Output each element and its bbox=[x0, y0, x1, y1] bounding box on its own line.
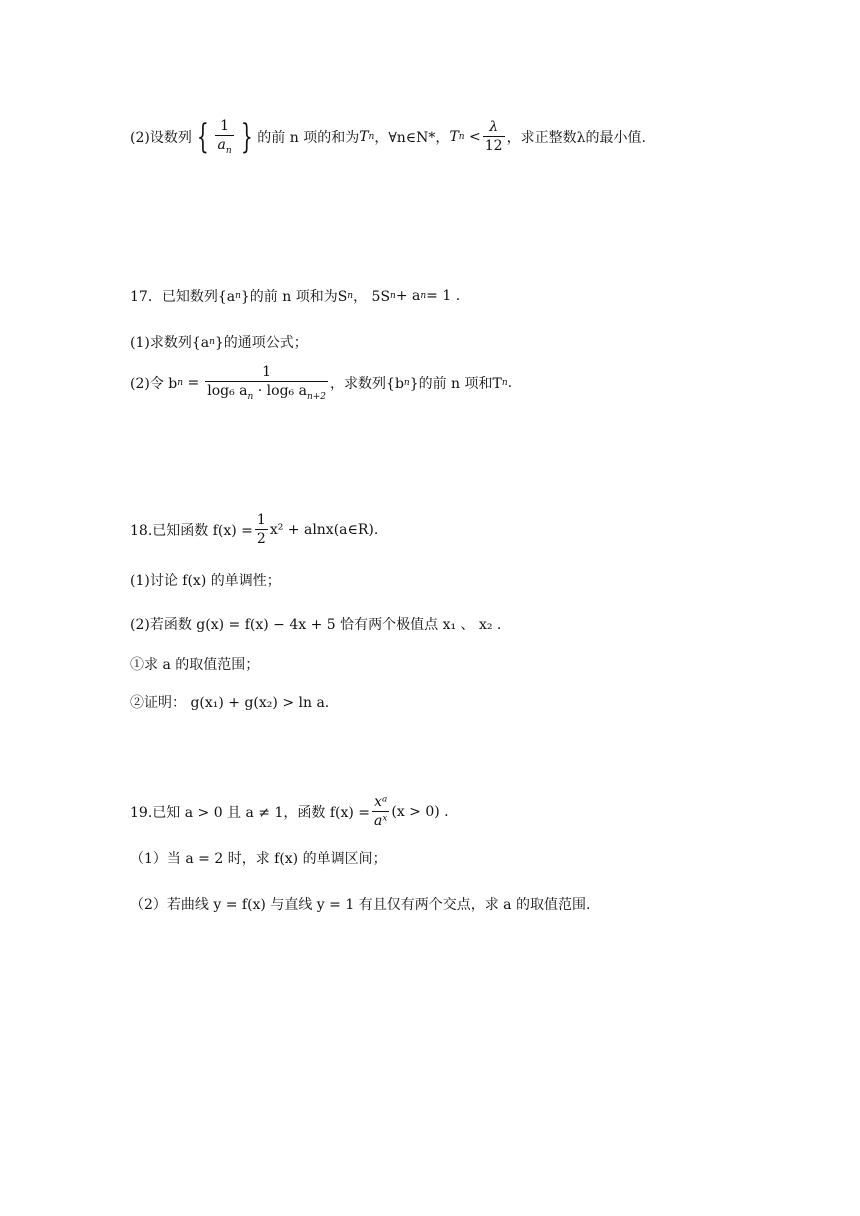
q19-fraction: $\frac{\text{xᵃ}}{\text{aˣ}}$ bbox=[374, 794, 388, 829]
q17-part2: (2)令 b n = $\frac{1}{\log_6 a_n \cdot \log_6 a_{n+2}}$ ，求数列{b n }的前 n 项和T n . bbox=[130, 364, 513, 402]
q16-part2-end: ，求正整数λ的最小值. bbox=[506, 129, 646, 146]
q17-fraction: $\frac{1}{\log_6 a_n \cdot \log_6 a_{n+2}}$ bbox=[207, 364, 327, 402]
q17-part1: (1)求数列{a n }的通项公式； bbox=[130, 335, 308, 351]
q16-fraction-1-over-an: $\frac{1}{a_n}$ bbox=[217, 118, 232, 156]
q17-stem: 17．已知数列{a n }的前 n 项和为S n ， 5S n + a n = 1 . bbox=[130, 288, 461, 305]
q19-part2: （2）若曲线 y = f(x) 与直线 y = 1 有且仅有两个交点，求 a 的取值范围. bbox=[130, 897, 591, 913]
q16-part2-cond: ，∀n∈N*， bbox=[374, 129, 450, 146]
q16-part2: (2)设数列 { $\frac{1}{a_n}$ } 的前 n 项的和为 T n ，∀n∈N*， T n < $\frac{\lambda}{12}$ ，求正整数λ的最小值. bbox=[130, 116, 646, 157]
q19-part1: （1）当 a = 2 时，求 f(x) 的单调区间； bbox=[130, 851, 387, 867]
q18-part2: (2)若函数 g(x) = f(x) − 4x + 5 恰有两个极值点 x₁ 、 x₂ . bbox=[130, 617, 502, 633]
q18-sub1: ①求 a 的取值范围； bbox=[130, 657, 260, 673]
q16-part2-mid: 的前 n 项的和为 bbox=[257, 129, 360, 146]
q18-sub2: ②证明： g(x₁) + g(x₂) > ln a. bbox=[130, 695, 330, 711]
q16-fraction-lambda-over-12: $\frac{\lambda}{12}$ bbox=[484, 119, 503, 155]
q16-part2-label: (2)设数列 bbox=[130, 129, 192, 146]
q18-stem: 18.已知函数 f(x) = $\frac{1}{2}$ x² + alnx(a∈R). bbox=[130, 512, 379, 547]
right-brace: } bbox=[240, 116, 253, 157]
left-brace: { bbox=[196, 116, 209, 157]
q19-stem: 19.已知 a > 0 且 a ≠ 1，函数 f(x) = $\frac{\text{xᵃ}}{\text{aˣ}}$ (x > 0) . bbox=[130, 794, 449, 829]
q18-part1: (1)讨论 f(x) 的单调性； bbox=[130, 573, 281, 589]
q18-fraction-one-half: $\frac{1}{2}$ bbox=[256, 512, 266, 547]
